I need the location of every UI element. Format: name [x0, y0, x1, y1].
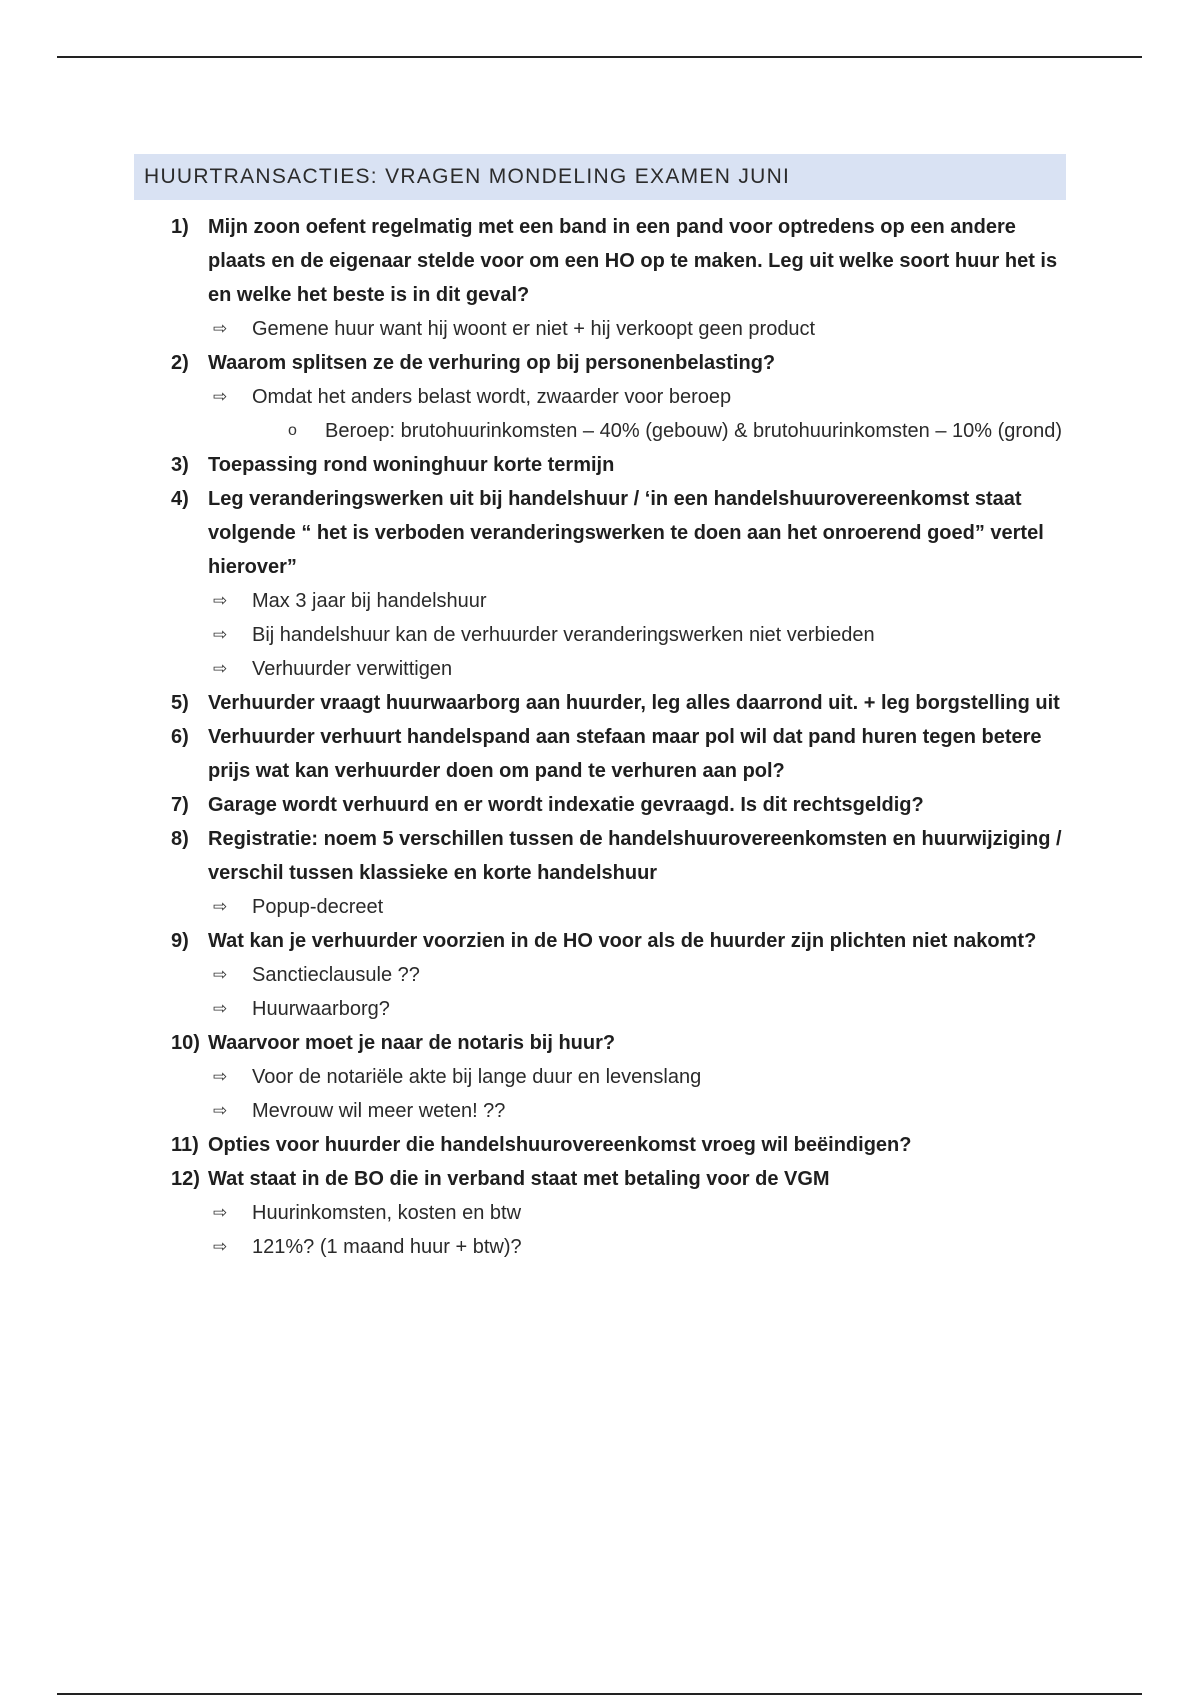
question-number: 9): [171, 930, 189, 952]
arrow-right-icon: ⇨: [213, 999, 228, 1018]
question-item: [134, 346, 1066, 448]
question-number: 2): [171, 352, 189, 374]
question-text: Wat staat in de BO die in verband staat met betaling voor de VGM: [208, 1168, 830, 1190]
answer-list: [208, 1060, 1066, 1128]
question-item: [134, 788, 1066, 822]
answer-list: [208, 312, 1066, 346]
arrow-right-icon: ⇨: [213, 1203, 228, 1222]
question-number: 8): [171, 828, 189, 850]
footer-rule: [57, 1693, 1142, 1695]
question-item: [134, 482, 1066, 686]
question-text: Wat kan je verhuurder voorzien in de HO voor als de huurder zijn plichten niet nakomt?: [208, 930, 1037, 952]
arrow-right-icon: ⇨: [213, 319, 228, 338]
answer-item: [208, 958, 1066, 992]
document-body: [134, 154, 1066, 1264]
answer-text: Huurinkomsten, kosten en btw: [252, 1202, 522, 1224]
question-item: [134, 210, 1066, 346]
answer-item: [208, 652, 1066, 686]
question-text: Mijn zoon oefent regelmatig met een band in een pand voor optredens op een andere plaats en de eigenaar stelde voor om een HO op te maken. Leg uit welke soort huur het is en welke het beste is in dit geval?: [208, 216, 1058, 306]
question-text: Opties voor huurder die handelshuurovereenkomst vroeg wil beëindigen?: [208, 1134, 912, 1156]
question-text: Waarvoor moet je naar de notaris bij huur?: [208, 1032, 616, 1054]
question-item: [134, 686, 1066, 720]
answer-item: [208, 1094, 1066, 1128]
answer-item: [208, 584, 1066, 618]
answer-list: [208, 890, 1066, 924]
question-number: 7): [171, 794, 189, 816]
question-item: [134, 1128, 1066, 1162]
question-item: [134, 1026, 1066, 1128]
answer-text: Voor de notariële akte bij lange duur en levenslang: [252, 1066, 702, 1088]
answer-item: [208, 312, 1066, 346]
arrow-right-icon: ⇨: [213, 625, 228, 644]
answer-list: [208, 584, 1066, 686]
answer-list: [208, 1196, 1066, 1264]
answer-text: Max 3 jaar bij handelshuur: [252, 590, 487, 612]
sub-answer-item: [208, 414, 1066, 448]
answer-item: [208, 1230, 1066, 1264]
answer-item: [208, 992, 1066, 1026]
circle-bullet-icon: o: [288, 422, 297, 439]
question-item: [134, 448, 1066, 482]
answer-text: Huurwaarborg?: [252, 998, 390, 1020]
arrow-right-icon: ⇨: [213, 1067, 228, 1086]
arrow-right-icon: ⇨: [213, 591, 228, 610]
question-item: [134, 822, 1066, 924]
answer-text: Popup-decreet: [252, 896, 384, 918]
question-number: 12): [171, 1168, 200, 1190]
question-number: 10): [171, 1032, 200, 1054]
arrow-right-icon: ⇨: [213, 1101, 228, 1120]
question-list: [134, 210, 1066, 1264]
question-text: Verhuurder verhuurt handelspand aan stefaan maar pol wil dat pand huren tegen betere prijs wat kan verhuurder doen om pand te verhuren aan pol?: [208, 726, 1042, 782]
arrow-right-icon: ⇨: [213, 897, 228, 916]
answer-text: Gemene huur want hij woont er niet + hij verkoopt geen product: [252, 318, 816, 340]
answer-text: Mevrouw wil meer weten! ??: [252, 1100, 506, 1122]
answer-text: 121%? (1 maand huur + btw)?: [252, 1236, 522, 1258]
question-number: 11): [171, 1134, 199, 1156]
question-text: Registratie: noem 5 verschillen tussen de handelshuurovereenkomsten en huurwijziging / verschil tussen klassieke en korte handelshuur: [208, 828, 1062, 884]
question-number: 3): [171, 454, 189, 476]
question-item: [134, 924, 1066, 1026]
arrow-right-icon: ⇨: [213, 659, 228, 678]
header-rule: [57, 56, 1142, 58]
arrow-right-icon: ⇨: [213, 965, 228, 984]
question-text: Leg veranderingswerken uit bij handelshuur / ‘in een handelshuurovereenkomst staat volgende “ het is verboden veranderingswerken te doen aan het onroerend goed” vertel hierover”: [208, 488, 1044, 578]
answer-text: Sanctieclausule ??: [252, 964, 420, 986]
arrow-right-icon: ⇨: [213, 1237, 228, 1256]
question-item: [134, 720, 1066, 788]
question-text: Garage wordt verhuurd en er wordt indexatie gevraagd. Is dit rechtsgeldig?: [208, 794, 924, 816]
question-text: Toepassing rond woninghuur korte termijn: [208, 454, 615, 476]
answer-list: [208, 958, 1066, 1026]
arrow-right-icon: ⇨: [213, 387, 228, 406]
answer-text: Bij handelshuur kan de verhuurder veranderingswerken niet verbieden: [252, 624, 875, 646]
answer-item: [208, 890, 1066, 924]
answer-text: Verhuurder verwittigen: [252, 658, 453, 680]
question-item: [134, 1162, 1066, 1264]
answer-item: [208, 618, 1066, 652]
question-number: 6): [171, 726, 189, 748]
question-number: 5): [171, 692, 189, 714]
question-text: Waarom splitsen ze de verhuring op bij personenbelasting?: [208, 352, 776, 374]
question-text: Verhuurder vraagt huurwaarborg aan huurder, leg alles daarrond uit. + leg borgstelling uit: [208, 692, 1060, 714]
sub-answer-list: [208, 414, 1066, 448]
question-number: 4): [171, 488, 189, 510]
answer-text: Omdat het anders belast wordt, zwaarder voor beroep: [252, 386, 732, 408]
page-title: HUURTRANSACTIES: VRAGEN MONDELING EXAMEN JUNI: [134, 154, 1066, 200]
answer-list: [208, 380, 1066, 448]
answer-item: [208, 1196, 1066, 1230]
sub-answer-text: Beroep: brutohuurinkomsten – 40% (gebouw) & brutohuurinkomsten – 10% (grond): [325, 420, 1063, 442]
answer-item: [208, 380, 1066, 414]
answer-item: [208, 1060, 1066, 1094]
question-number: 1): [171, 216, 189, 238]
